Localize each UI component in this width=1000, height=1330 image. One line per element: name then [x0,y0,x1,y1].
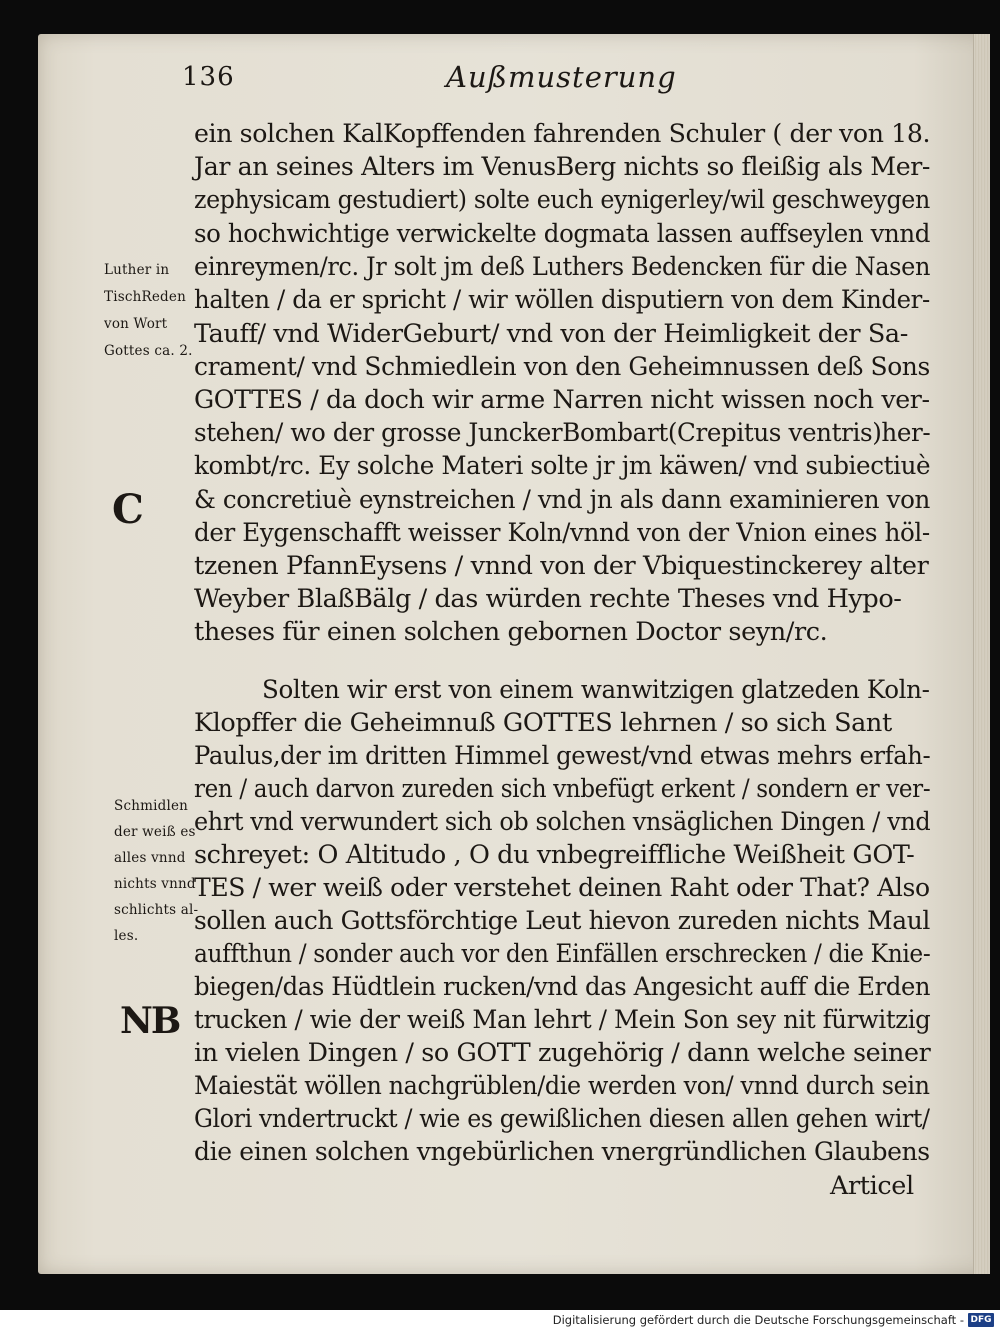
margin-note-line: alles vnnd [114,850,186,866]
margin-note-line: nichts vnnd [114,876,196,892]
text-line: sollen auch Gottsförchtige Leut hievon zureden nichts Maul [194,906,930,936]
dfg-logo: DFG [968,1313,994,1327]
text-line: die einen solchen vngebürlichen vnergründlichen Glaubens [194,1137,930,1167]
margin-note-line: TischReden [104,289,186,305]
text-line: trucken / wie der weiß Man lehrt / Mein Son sey nit fürwitzig [194,1005,931,1035]
text-line: Glori vndertruckt / wie es gewißlichen diesen allen gehen wirt/ [194,1104,930,1134]
text-line: Paulus,der im dritten Himmel gewest/vnd etwas mehrs erfah- [194,741,931,771]
margin-note-line: der weiß es [114,824,196,840]
text-line: auffthun / sonder auch vor den Einfällen erschrecken / die Knie- [194,939,931,969]
text-line: biegen/das Hüdtlein rucken/vnd das Angesicht auff die Erden [194,972,931,1002]
text-line: tzenen PfannEysens / vnnd von der Vbiquestinckerey alter [194,551,929,581]
text-line: Tauff/ vnd WiderGeburt/ vnd von der Heimligkeit der Sa- [194,319,908,349]
text-line: Maiestät wöllen nachgrüblen/die werden von/ vnnd durch sein [194,1071,930,1101]
text-line: einreymen/rc. Jr solt jm deß Luthers Bedencken für die Nasen [194,252,931,282]
margin-note-line: von Wort [104,316,168,332]
page-fore-edge [973,34,990,1274]
text-line: Solten wir erst von einem wanwitzigen glatzeden Koln- [262,675,930,705]
margin-marker-c: C [112,486,141,533]
margin-note-line: Luther in [104,262,170,278]
text-line: der Eygenschafft weisser Koln/vnnd von der Vnion eines höl- [194,518,930,548]
text-line: schreyet: O Altitudo , O du vnbegreiffliche Weißheit GOT- [194,840,915,870]
text-line: ehrt vnd verwundert sich ob solchen vnsäglichen Dingen / vnd [194,807,931,837]
text-line: crament/ vnd Schmiedlein von den Geheimnussen deß Sons [194,352,930,382]
text-line: Jar an seines Alters im VenusBerg nichts so fleißig als Mer- [194,152,931,182]
margin-note-line: les. [114,928,139,944]
margin-note-line: Schmidlen [114,798,189,814]
text-line: so hochwichtige verwickelte dogmata lassen auffseylen vnnd [194,219,931,249]
text-line: ren / auch darvon zureden sich vnbefügt erkent / sondern er ver- [194,774,931,804]
running-head: Außmusterung [446,60,677,94]
text-line: zephysicam gestudiert) solte euch eynigerley/wil geschweygen [194,185,930,215]
margin-marker-nb: NB [120,1000,180,1042]
margin-note-line: schlichts al- [114,902,199,918]
text-line: halten / da er spricht / wir wöllen disputiern von dem Kinder- [194,285,930,315]
catchword: Articel [830,1171,914,1201]
page-number: 136 [182,62,235,92]
text-line: in vielen Dingen / so GOTT zugehörig / dann welche seiner [194,1038,931,1068]
footer-bar [0,1310,1000,1330]
text-line: ein solchen KalKopffenden fahrenden Schuler ( der von 18. [194,119,931,149]
text-line: GOTTES / da doch wir arme Narren nicht wissen noch ver- [194,385,930,415]
text-line: Klopffer die Geheimnuß GOTTES lehrnen / so sich Sant [194,708,892,738]
text-line: stehen/ wo der grosse JunckerBombart(Crepitus ventris)her- [194,418,931,448]
text-line: theses für einen solchen gebornen Doctor seyn/rc. [194,617,828,647]
footer-credit: Digitalisierung gefördert durch die Deutsche Forschungsgemeinschaft - [552,1313,964,1327]
text-line: TES / wer weiß oder verstehet deinen Raht oder That? Also [194,873,930,903]
text-line: & concretiuè eynstreichen / vnd jn als dann examinieren von [194,485,930,515]
text-line: kombt/rc. Ey solche Materi solte jr jm käwen/ vnd subiectiuè [194,451,931,481]
text-line: Weyber BlaßBälg / das würden rechte Theses vnd Hypo- [194,584,902,614]
margin-note-line: Gottes ca. 2. [104,343,193,359]
